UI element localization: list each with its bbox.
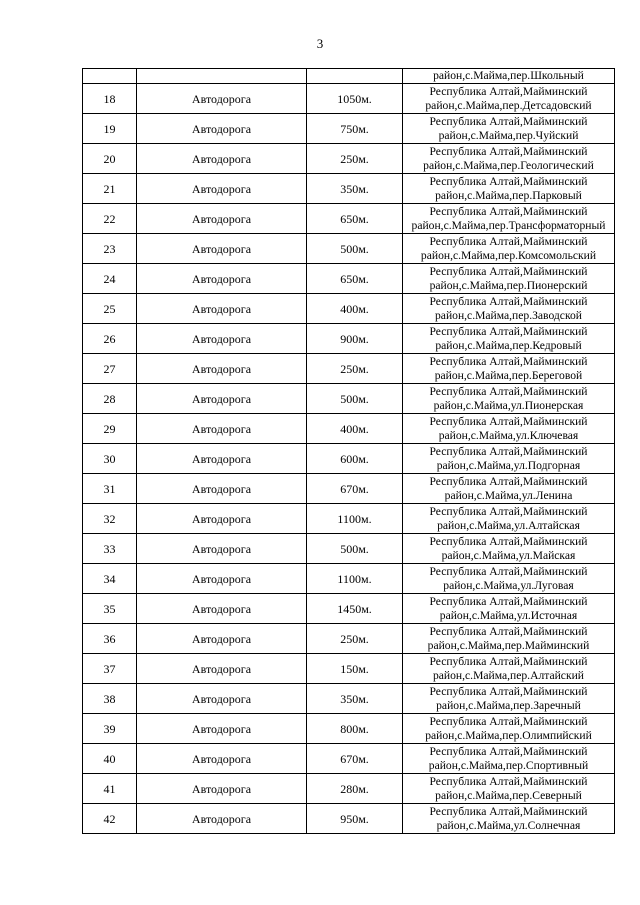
address-line: Республика Алтай,Майминский (429, 444, 588, 458)
num-cell: 34 (83, 564, 137, 594)
type-cell: Автодорога (137, 324, 307, 354)
table-row (83, 714, 615, 744)
type-cell: Автодорога (137, 624, 307, 654)
type-cell: Автодорога (137, 714, 307, 744)
address-cell (403, 144, 615, 174)
length-cell: 1100м. (307, 504, 403, 534)
table-row (83, 804, 615, 834)
type-cell: Автодорога (137, 414, 307, 444)
address-line: район,с.Майма,пер.Геологический (423, 158, 594, 172)
address-line: Республика Алтай,Майминский (429, 204, 588, 218)
type-cell: Автодорога (137, 84, 307, 114)
address-line: Республика Алтай,Майминский (429, 264, 588, 278)
address-line: район,с.Майма,пер.Комсомольский (420, 248, 597, 262)
num-cell (83, 69, 137, 84)
address-cell (403, 384, 615, 414)
address-line: Республика Алтай,Майминский (429, 534, 588, 548)
num-cell: 27 (83, 354, 137, 384)
table-row (83, 414, 615, 444)
address-line: Республика Алтай,Майминский (429, 804, 588, 818)
address-line: Республика Алтай,Майминский (429, 564, 588, 578)
table-row (83, 474, 615, 504)
address-line: район,с.Майма,ул.Ключевая (438, 428, 579, 442)
address-line: Республика Алтай,Майминский (429, 504, 588, 518)
address-line: Республика Алтай,Майминский (429, 774, 588, 788)
num-cell: 30 (83, 444, 137, 474)
type-cell: Автодорога (137, 384, 307, 414)
address-line: Республика Алтай,Майминский (429, 684, 588, 698)
address-cell (403, 69, 615, 84)
address-line: район,с.Майма,ул.Луговая (443, 578, 574, 592)
address-line: Республика Алтай,Майминский (429, 474, 588, 488)
length-cell: 600м. (307, 444, 403, 474)
type-cell: Автодорога (137, 594, 307, 624)
table-row (83, 174, 615, 204)
address-cell (403, 564, 615, 594)
address-cell (403, 174, 615, 204)
length-cell: 150м. (307, 654, 403, 684)
length-cell: 500м. (307, 384, 403, 414)
length-cell: 250м. (307, 144, 403, 174)
type-cell (137, 69, 307, 84)
num-cell: 37 (83, 654, 137, 684)
address-line: район,с.Майма,пер.Береговой (434, 368, 583, 382)
table-row (83, 624, 615, 654)
num-cell: 38 (83, 684, 137, 714)
address-line: район,с.Майма,пер.Пионерский (429, 278, 588, 292)
address-line: район,с.Майма,пер.Заводской (435, 308, 582, 322)
length-cell: 250м. (307, 624, 403, 654)
table-row-continued (83, 69, 615, 84)
length-cell: 800м. (307, 714, 403, 744)
type-cell: Автодорога (137, 474, 307, 504)
address-line: Республика Алтай,Майминский (429, 174, 588, 188)
address-line: район,с.Майма,пер.Спортивный (428, 758, 589, 772)
type-cell: Автодорога (137, 294, 307, 324)
table-row (83, 684, 615, 714)
length-cell: 350м. (307, 174, 403, 204)
table-row (83, 234, 615, 264)
address-line: Республика Алтай,Майминский (429, 354, 588, 368)
table-row (83, 654, 615, 684)
table-row (83, 324, 615, 354)
address-line: район,с.Майма,пер.Олимпийский (425, 728, 592, 742)
address-line: район,с.Майма,ул.Ленина (444, 488, 573, 502)
length-cell (307, 69, 403, 84)
address-line: район,с.Майма,ул.Подгорная (436, 458, 581, 472)
address-cell (403, 744, 615, 774)
num-cell: 26 (83, 324, 137, 354)
length-cell: 950м. (307, 804, 403, 834)
num-cell: 32 (83, 504, 137, 534)
roads-table-body (83, 69, 615, 834)
address-cell (403, 114, 615, 144)
address-cell (403, 654, 615, 684)
length-cell: 900м. (307, 324, 403, 354)
type-cell: Автодорога (137, 264, 307, 294)
table-row (83, 84, 615, 114)
length-cell: 650м. (307, 204, 403, 234)
type-cell: Автодорога (137, 354, 307, 384)
type-cell: Автодорога (137, 204, 307, 234)
table-row (83, 444, 615, 474)
num-cell: 31 (83, 474, 137, 504)
address-cell (403, 804, 615, 834)
address-cell (403, 264, 615, 294)
address-line: район,с.Майма,пер.Детсадовский (425, 98, 592, 112)
address-line: район,с.Майма,ул.Пионерская (433, 398, 584, 412)
length-cell: 400м. (307, 414, 403, 444)
address-cell (403, 324, 615, 354)
length-cell: 750м. (307, 114, 403, 144)
address-line: Республика Алтай,Майминский (429, 324, 588, 338)
type-cell: Автодорога (137, 744, 307, 774)
address-line: Республика Алтай,Майминский (429, 144, 588, 158)
address-line: Республика Алтай,Майминский (429, 384, 588, 398)
length-cell: 280м. (307, 774, 403, 804)
address-cell (403, 594, 615, 624)
type-cell: Автодорога (137, 504, 307, 534)
table-row (83, 774, 615, 804)
length-cell: 1050м. (307, 84, 403, 114)
type-cell: Автодорога (137, 444, 307, 474)
table-row (83, 144, 615, 174)
type-cell: Автодорога (137, 534, 307, 564)
num-cell: 25 (83, 294, 137, 324)
address-line: район,с.Майма,ул.Алтайская (437, 518, 580, 532)
table-row (83, 294, 615, 324)
type-cell: Автодорога (137, 174, 307, 204)
num-cell: 36 (83, 624, 137, 654)
address-line: район,с.Майма,ул.Солнечная (436, 818, 581, 832)
address-cell (403, 354, 615, 384)
table-row (83, 744, 615, 774)
num-cell: 41 (83, 774, 137, 804)
table-row (83, 264, 615, 294)
length-cell: 350м. (307, 684, 403, 714)
num-cell: 19 (83, 114, 137, 144)
address-cell (403, 204, 615, 234)
address-line: район,с.Майма,ул.Майская (441, 548, 576, 562)
num-cell: 35 (83, 594, 137, 624)
num-cell: 39 (83, 714, 137, 744)
address-line: район,с.Майма,ул.Источная (439, 608, 578, 622)
length-cell: 1100м. (307, 564, 403, 594)
num-cell: 29 (83, 414, 137, 444)
address-line: район,с.Майма,пер.Алтайский (432, 668, 584, 682)
address-line: район,с.Майма,пер.Трансформаторный (411, 218, 606, 232)
length-cell: 250м. (307, 354, 403, 384)
address-line: Республика Алтай,Майминский (429, 744, 588, 758)
address-cell (403, 504, 615, 534)
table-row (83, 384, 615, 414)
address-cell (403, 84, 615, 114)
address-cell (403, 294, 615, 324)
address-line: район,с.Майма,пер.Кедровый (435, 338, 582, 352)
address-line: Республика Алтай,Майминский (429, 714, 588, 728)
num-cell: 20 (83, 144, 137, 174)
num-cell: 24 (83, 264, 137, 294)
address-line: Республика Алтай,Майминский (429, 294, 588, 308)
address-line: район,с.Майма,пер.Чуйский (438, 128, 579, 142)
length-cell: 500м. (307, 534, 403, 564)
roads-table (82, 68, 615, 834)
address-cell (403, 444, 615, 474)
type-cell: Автодорога (137, 114, 307, 144)
address-cell (403, 774, 615, 804)
num-cell: 23 (83, 234, 137, 264)
length-cell: 670м. (307, 474, 403, 504)
type-cell: Автодорога (137, 654, 307, 684)
table-row (83, 504, 615, 534)
num-cell: 28 (83, 384, 137, 414)
length-cell: 670м. (307, 744, 403, 774)
address-cell (403, 624, 615, 654)
address-line: Республика Алтай,Майминский (429, 594, 588, 608)
address-cell (403, 684, 615, 714)
num-cell: 22 (83, 204, 137, 234)
address-line: Республика Алтай,Майминский (429, 654, 588, 668)
address-cell (403, 414, 615, 444)
address-line: Республика Алтай,Майминский (429, 84, 588, 98)
address-line: Республика Алтай,Майминский (429, 624, 588, 638)
length-cell: 1450м. (307, 594, 403, 624)
address-line: район,с.Майма,пер.Северный (435, 788, 582, 802)
length-cell: 400м. (307, 294, 403, 324)
address-line: Республика Алтай,Майминский (429, 234, 588, 248)
table-row (83, 564, 615, 594)
address-line: район,с.Майма,пер.Школьный (433, 69, 584, 82)
address-cell (403, 534, 615, 564)
address-cell (403, 234, 615, 264)
type-cell: Автодорога (137, 234, 307, 264)
address-line: Республика Алтай,Майминский (429, 114, 588, 128)
length-cell: 500м. (307, 234, 403, 264)
length-cell: 650м. (307, 264, 403, 294)
num-cell: 40 (83, 744, 137, 774)
page-number: 3 (316, 36, 324, 51)
type-cell: Автодорога (137, 564, 307, 594)
address-cell (403, 714, 615, 744)
type-cell: Автодорога (137, 774, 307, 804)
num-cell: 42 (83, 804, 137, 834)
type-cell: Автодорога (137, 684, 307, 714)
address-line: Республика Алтай,Майминский (429, 414, 588, 428)
address-cell (403, 474, 615, 504)
num-cell: 18 (83, 84, 137, 114)
num-cell: 33 (83, 534, 137, 564)
type-cell: Автодорога (137, 804, 307, 834)
table-row (83, 354, 615, 384)
table-row (83, 594, 615, 624)
type-cell: Автодорога (137, 144, 307, 174)
num-cell: 21 (83, 174, 137, 204)
address-line: район,с.Майма,пер.Майминский (427, 638, 590, 652)
address-line: район,с.Майма,пер.Заречный (436, 698, 581, 712)
address-line: район,с.Майма,пер.Парковый (435, 188, 582, 202)
table-row (83, 114, 615, 144)
table-row (83, 534, 615, 564)
table-row (83, 204, 615, 234)
